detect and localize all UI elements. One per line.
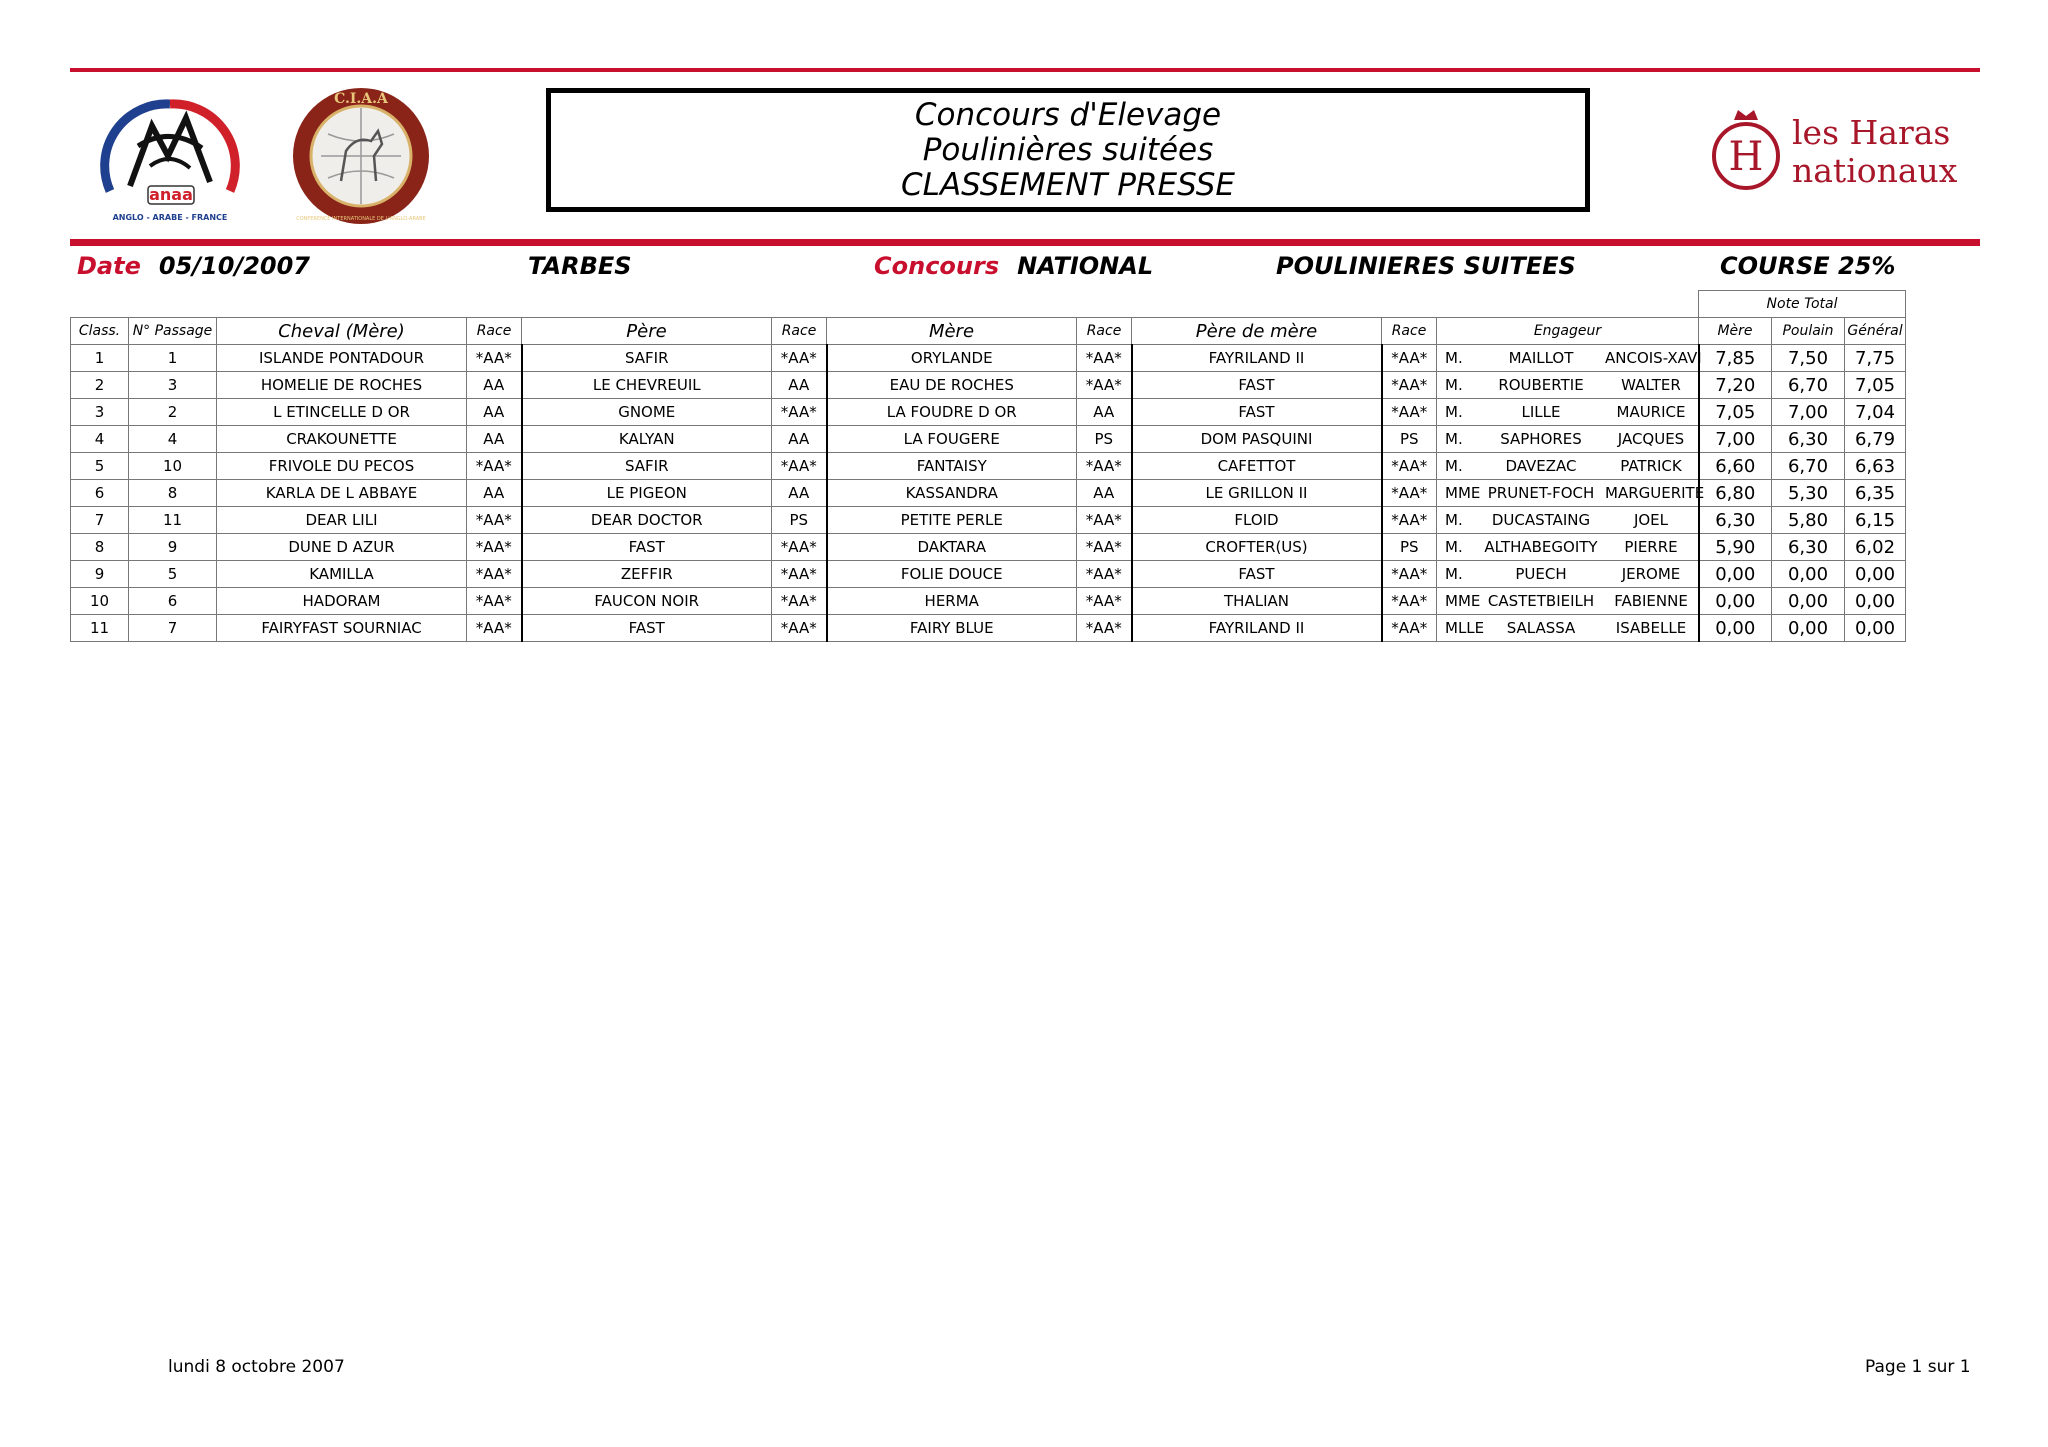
cell-race-3: *AA* bbox=[1077, 561, 1132, 588]
engageur-nom: PUECH bbox=[1515, 565, 1567, 584]
cell-race-2: *AA* bbox=[772, 399, 827, 426]
cell-note-poulain: 5,30 bbox=[1772, 480, 1845, 507]
engageur-prenom: PATRICK bbox=[1620, 457, 1682, 476]
table-row bbox=[71, 372, 1906, 399]
cell-pere: SAFIR bbox=[522, 453, 772, 480]
cell-race-3: *AA* bbox=[1077, 345, 1132, 372]
cell-race-1: AA bbox=[467, 372, 522, 399]
engageur-civilite: M. bbox=[1445, 511, 1463, 530]
concours-value: NATIONAL bbox=[1017, 252, 1154, 280]
engageur-nom: ROUBERTIE bbox=[1498, 376, 1584, 395]
cell-race-3: *AA* bbox=[1077, 534, 1132, 561]
cell-note-mere: 7,85 bbox=[1699, 345, 1772, 372]
footer-page: Page 1 sur 1 bbox=[1865, 1357, 1971, 1377]
anaa-logo-text: anaa bbox=[149, 185, 193, 204]
cell-class: 6 bbox=[71, 480, 129, 507]
header-race-1: Race bbox=[467, 318, 522, 345]
cell-race-1: *AA* bbox=[467, 345, 522, 372]
cell-race-2: AA bbox=[772, 372, 827, 399]
cell-pere: FAST bbox=[522, 534, 772, 561]
cell-note-poulain: 6,70 bbox=[1772, 453, 1845, 480]
cell-passage: 7 bbox=[129, 615, 217, 642]
cell-note-mere: 0,00 bbox=[1699, 561, 1772, 588]
cell-race-2: AA bbox=[772, 480, 827, 507]
engageur-nom: DUCASTAING bbox=[1491, 511, 1591, 530]
cell-note-general: 7,05 bbox=[1845, 372, 1906, 399]
cell-mere: PETITE PERLE bbox=[827, 507, 1077, 534]
engageur-nom: SAPHORES bbox=[1500, 430, 1582, 449]
cell-class: 11 bbox=[71, 615, 129, 642]
cell-note-general: 7,04 bbox=[1845, 399, 1906, 426]
cell-race-4: *AA* bbox=[1382, 480, 1437, 507]
cell-note-poulain: 6,70 bbox=[1772, 372, 1845, 399]
horse-seal-logo-icon bbox=[286, 86, 436, 226]
engageur-prenom: MARGUERITE bbox=[1605, 484, 1705, 503]
cell-race-4: *AA* bbox=[1382, 453, 1437, 480]
cell-engageur bbox=[1437, 399, 1699, 426]
engageur-civilite: M. bbox=[1445, 403, 1463, 422]
concours-info bbox=[874, 252, 1153, 280]
cell-note-mere: 5,90 bbox=[1699, 534, 1772, 561]
cell-class: 4 bbox=[71, 426, 129, 453]
engageur-nom: SALASSA bbox=[1506, 619, 1576, 638]
cell-race-1: *AA* bbox=[467, 615, 522, 642]
header-note-poulain: Poulain bbox=[1772, 318, 1845, 345]
cell-mere: FOLIE DOUCE bbox=[827, 561, 1077, 588]
results-table-wrapper bbox=[70, 290, 1906, 642]
cell-note-poulain: 6,30 bbox=[1772, 534, 1845, 561]
engageur-civilite: M. bbox=[1445, 457, 1463, 476]
cell-pere-de-mere: FAST bbox=[1132, 399, 1382, 426]
table-row bbox=[71, 426, 1906, 453]
cell-engageur bbox=[1437, 426, 1699, 453]
concours-label: Concours bbox=[874, 252, 1000, 280]
cell-race-4: *AA* bbox=[1382, 345, 1437, 372]
cell-note-poulain: 0,00 bbox=[1772, 588, 1845, 615]
cell-passage: 1 bbox=[129, 345, 217, 372]
title-line-3: CLASSEMENT PRESSE bbox=[901, 166, 1235, 203]
engageur-prenom: JACQUES bbox=[1617, 430, 1685, 449]
cell-note-general: 7,75 bbox=[1845, 345, 1906, 372]
table-row bbox=[71, 480, 1906, 507]
cell-note-mere: 7,00 bbox=[1699, 426, 1772, 453]
cell-pere-de-mere: CAFETTOT bbox=[1132, 453, 1382, 480]
cell-pere-de-mere: FAST bbox=[1132, 561, 1382, 588]
cell-note-general: 0,00 bbox=[1845, 561, 1906, 588]
place-value: TARBES bbox=[528, 252, 632, 280]
engageur-civilite: M. bbox=[1445, 565, 1463, 584]
engageur-nom: MAILLOT bbox=[1508, 349, 1574, 368]
table-row bbox=[71, 534, 1906, 561]
date-value: 05/10/2007 bbox=[158, 252, 310, 280]
table-row bbox=[71, 399, 1906, 426]
engageur-civilite: MME bbox=[1445, 592, 1481, 611]
cell-race-3: *AA* bbox=[1077, 588, 1132, 615]
top-rule bbox=[70, 68, 1980, 72]
cell-note-poulain: 6,30 bbox=[1772, 426, 1845, 453]
cell-class: 2 bbox=[71, 372, 129, 399]
cell-mere: EAU DE ROCHES bbox=[827, 372, 1077, 399]
engageur-civilite: M. bbox=[1445, 538, 1463, 557]
cell-pere-de-mere: FAYRILAND II bbox=[1132, 345, 1382, 372]
cell-race-3: PS bbox=[1077, 426, 1132, 453]
cell-note-poulain: 7,50 bbox=[1772, 345, 1845, 372]
results-table bbox=[70, 290, 1906, 642]
cell-note-poulain: 5,80 bbox=[1772, 507, 1845, 534]
title-line-1: Concours d'Elevage bbox=[914, 96, 1222, 133]
cell-pere-de-mere: FAYRILAND II bbox=[1132, 615, 1382, 642]
cell-passage: 9 bbox=[129, 534, 217, 561]
cell-note-mere: 6,80 bbox=[1699, 480, 1772, 507]
cell-pere-de-mere: THALIAN bbox=[1132, 588, 1382, 615]
header-pere-de-mere: Père de mère bbox=[1132, 318, 1382, 345]
cell-pere: LE CHEVREUIL bbox=[522, 372, 772, 399]
cell-pere: SAFIR bbox=[522, 345, 772, 372]
header-passage: N° Passage bbox=[129, 318, 217, 345]
cell-passage: 3 bbox=[129, 372, 217, 399]
header-mere: Mère bbox=[827, 318, 1077, 345]
cell-race-1: *AA* bbox=[467, 507, 522, 534]
cell-note-mere: 0,00 bbox=[1699, 588, 1772, 615]
engageur-prenom: JOEL bbox=[1633, 511, 1669, 530]
cell-pere: GNOME bbox=[522, 399, 772, 426]
cell-race-4: *AA* bbox=[1382, 372, 1437, 399]
cell-cheval: FRIVOLE DU PECOS bbox=[217, 453, 467, 480]
cell-mere: FAIRY BLUE bbox=[827, 615, 1077, 642]
note-total-row bbox=[71, 291, 1906, 318]
header-engageur: Engageur bbox=[1437, 318, 1699, 345]
ciaa-logo-text: C.I.A.A bbox=[334, 91, 388, 107]
cell-cheval: DEAR LILI bbox=[217, 507, 467, 534]
category-value: POULINIERES SUITEES bbox=[1276, 252, 1576, 280]
cell-engageur bbox=[1437, 615, 1699, 642]
cell-note-general: 0,00 bbox=[1845, 615, 1906, 642]
cell-class: 1 bbox=[71, 345, 129, 372]
cell-race-4: *AA* bbox=[1382, 615, 1437, 642]
cell-passage: 2 bbox=[129, 399, 217, 426]
cell-race-1: *AA* bbox=[467, 534, 522, 561]
cell-class: 10 bbox=[71, 588, 129, 615]
cell-race-2: PS bbox=[772, 507, 827, 534]
cell-pere: FAUCON NOIR bbox=[522, 588, 772, 615]
cell-note-general: 0,00 bbox=[1845, 588, 1906, 615]
header-pere: Père bbox=[522, 318, 772, 345]
cell-race-3: *AA* bbox=[1077, 372, 1132, 399]
engageur-civilite: M. bbox=[1445, 430, 1463, 449]
cell-race-2: *AA* bbox=[772, 345, 827, 372]
cell-cheval: L ETINCELLE D OR bbox=[217, 399, 467, 426]
header-race-3: Race bbox=[1077, 318, 1132, 345]
engageur-nom: ALTHABEGOITY bbox=[1484, 538, 1598, 557]
cell-note-general: 6,15 bbox=[1845, 507, 1906, 534]
course-value: COURSE 25% bbox=[1720, 252, 1896, 280]
cell-passage: 4 bbox=[129, 426, 217, 453]
table-row bbox=[71, 453, 1906, 480]
title-line-2: Poulinières suitées bbox=[922, 131, 1214, 168]
cell-race-1: *AA* bbox=[467, 453, 522, 480]
cell-race-4: PS bbox=[1382, 534, 1437, 561]
cell-engageur bbox=[1437, 507, 1699, 534]
cell-cheval: HOMELIE DE ROCHES bbox=[217, 372, 467, 399]
cell-race-2: *AA* bbox=[772, 561, 827, 588]
cell-pere: ZEFFIR bbox=[522, 561, 772, 588]
cell-pere: KALYAN bbox=[522, 426, 772, 453]
cell-race-1: *AA* bbox=[467, 588, 522, 615]
cell-mere: HERMA bbox=[827, 588, 1077, 615]
cell-race-1: AA bbox=[467, 399, 522, 426]
cell-cheval: KAMILLA bbox=[217, 561, 467, 588]
header-race-4: Race bbox=[1382, 318, 1437, 345]
header-cheval: Cheval (Mère) bbox=[217, 318, 467, 345]
cell-race-2: *AA* bbox=[772, 615, 827, 642]
cell-race-3: AA bbox=[1077, 480, 1132, 507]
cell-note-poulain: 7,00 bbox=[1772, 399, 1845, 426]
engageur-civilite: MME bbox=[1445, 484, 1481, 503]
engageur-civilite: MLLE bbox=[1445, 619, 1485, 638]
cell-class: 9 bbox=[71, 561, 129, 588]
cell-engageur bbox=[1437, 480, 1705, 507]
cell-note-mere: 7,05 bbox=[1699, 399, 1772, 426]
header-class: Class. bbox=[71, 318, 129, 345]
cell-race-2: AA bbox=[772, 426, 827, 453]
cell-cheval: CRAKOUNETTE bbox=[217, 426, 467, 453]
ciaa-logo-arc-text: CONFERENCE INTERNATIONALE DE L'ANGLO-ARABE bbox=[296, 216, 426, 222]
cell-race-1: *AA* bbox=[467, 561, 522, 588]
cell-cheval: FAIRYFAST SOURNIAC bbox=[217, 615, 467, 642]
cell-note-mere: 7,20 bbox=[1699, 372, 1772, 399]
cell-passage: 11 bbox=[129, 507, 217, 534]
cell-note-poulain: 0,00 bbox=[1772, 561, 1845, 588]
header-note-mere: Mère bbox=[1699, 318, 1772, 345]
engageur-prenom: JEROME bbox=[1621, 565, 1681, 584]
header-note-general: Général bbox=[1845, 318, 1906, 345]
cell-mere: ORYLANDE bbox=[827, 345, 1077, 372]
engageur-nom: PRUNET-FOCH bbox=[1487, 484, 1595, 503]
anaa-logo-arc-text: ANGLO - ARABE - FRANCE bbox=[112, 213, 228, 222]
cell-race-1: AA bbox=[467, 426, 522, 453]
cell-class: 7 bbox=[71, 507, 129, 534]
engageur-prenom: ANCOIS-XAVI bbox=[1605, 349, 1702, 368]
table-row bbox=[71, 615, 1906, 642]
cell-note-mere: 6,30 bbox=[1699, 507, 1772, 534]
date-label: Date bbox=[77, 252, 141, 280]
engageur-nom: LILLE bbox=[1521, 403, 1561, 422]
cell-race-3: *AA* bbox=[1077, 453, 1132, 480]
cell-pere: FAST bbox=[522, 615, 772, 642]
table-row bbox=[71, 507, 1906, 534]
cell-note-general: 6,35 bbox=[1845, 480, 1906, 507]
cell-race-2: *AA* bbox=[772, 588, 827, 615]
haras-logo-line-2: nationaux bbox=[1792, 151, 1958, 190]
cell-engageur bbox=[1437, 345, 1702, 372]
engageur-prenom: FABIENNE bbox=[1614, 592, 1688, 611]
cell-passage: 6 bbox=[129, 588, 217, 615]
cell-engageur bbox=[1437, 588, 1699, 615]
engageur-prenom: ISABELLE bbox=[1615, 619, 1687, 638]
cell-pere-de-mere: LE GRILLON II bbox=[1132, 480, 1382, 507]
cell-note-mere: 6,60 bbox=[1699, 453, 1772, 480]
cell-passage: 10 bbox=[129, 453, 217, 480]
date-info bbox=[77, 252, 310, 280]
title-box bbox=[546, 88, 1590, 212]
cell-pere-de-mere: FAST bbox=[1132, 372, 1382, 399]
cell-race-4: *AA* bbox=[1382, 399, 1437, 426]
engageur-prenom: MAURICE bbox=[1616, 403, 1686, 422]
engageur-nom: CASTETBIEILH bbox=[1487, 592, 1595, 611]
cell-engageur bbox=[1437, 453, 1699, 480]
mid-rule bbox=[70, 239, 1980, 246]
cell-mere: FANTAISY bbox=[827, 453, 1077, 480]
cell-race-4: *AA* bbox=[1382, 588, 1437, 615]
cell-passage: 8 bbox=[129, 480, 217, 507]
cell-pere-de-mere: CROFTER(US) bbox=[1132, 534, 1382, 561]
table-row bbox=[71, 561, 1906, 588]
cell-engageur bbox=[1437, 534, 1699, 561]
cell-class: 5 bbox=[71, 453, 129, 480]
cell-mere: LA FOUDRE D OR bbox=[827, 399, 1077, 426]
cell-mere: DAKTARA bbox=[827, 534, 1077, 561]
cell-note-poulain: 0,00 bbox=[1772, 615, 1845, 642]
cell-class: 8 bbox=[71, 534, 129, 561]
cell-pere-de-mere: FLOID bbox=[1132, 507, 1382, 534]
cell-cheval: DUNE D AZUR bbox=[217, 534, 467, 561]
cell-class: 3 bbox=[71, 399, 129, 426]
note-total-header: Note Total bbox=[1699, 291, 1906, 318]
cell-engageur bbox=[1437, 372, 1699, 399]
header-race-2: Race bbox=[772, 318, 827, 345]
cell-race-3: *AA* bbox=[1077, 615, 1132, 642]
cell-race-4: *AA* bbox=[1382, 561, 1437, 588]
cell-cheval: HADORAM bbox=[217, 588, 467, 615]
cell-cheval: ISLANDE PONTADOUR bbox=[217, 345, 467, 372]
cell-note-general: 6,02 bbox=[1845, 534, 1906, 561]
cell-race-2: *AA* bbox=[772, 453, 827, 480]
table-row bbox=[71, 345, 1906, 372]
cell-race-1: AA bbox=[467, 480, 522, 507]
cell-cheval: KARLA DE L ABBAYE bbox=[217, 480, 467, 507]
cell-race-4: *AA* bbox=[1382, 507, 1437, 534]
cell-race-3: *AA* bbox=[1077, 507, 1132, 534]
cell-passage: 5 bbox=[129, 561, 217, 588]
cell-race-2: *AA* bbox=[772, 534, 827, 561]
engageur-prenom: PIERRE bbox=[1624, 538, 1678, 557]
cell-pere: LE PIGEON bbox=[522, 480, 772, 507]
engageur-prenom: WALTER bbox=[1621, 376, 1681, 395]
header-row bbox=[71, 318, 1906, 345]
cell-race-3: AA bbox=[1077, 399, 1132, 426]
cell-mere: KASSANDRA bbox=[827, 480, 1077, 507]
cell-engageur bbox=[1437, 561, 1699, 588]
cell-note-mere: 0,00 bbox=[1699, 615, 1772, 642]
engageur-civilite: M. bbox=[1445, 376, 1463, 395]
engageur-nom: DAVEZAC bbox=[1505, 457, 1577, 476]
haras-logo-letter: H bbox=[1728, 134, 1764, 180]
footer-date: lundi 8 octobre 2007 bbox=[168, 1357, 345, 1377]
cell-pere-de-mere: DOM PASQUINI bbox=[1132, 426, 1382, 453]
haras-logo-line-1: les Haras bbox=[1792, 113, 1951, 152]
cell-pere: DEAR DOCTOR bbox=[522, 507, 772, 534]
engageur-civilite: M. bbox=[1445, 349, 1463, 368]
cell-note-general: 6,63 bbox=[1845, 453, 1906, 480]
table-row bbox=[71, 588, 1906, 615]
cell-note-general: 6,79 bbox=[1845, 426, 1906, 453]
cell-race-4: PS bbox=[1382, 426, 1437, 453]
results-table-body bbox=[71, 345, 1906, 642]
cell-mere: LA FOUGERE bbox=[827, 426, 1077, 453]
crown-h-logo-icon bbox=[1706, 100, 1996, 200]
horse-heads-logo-icon bbox=[90, 86, 250, 226]
